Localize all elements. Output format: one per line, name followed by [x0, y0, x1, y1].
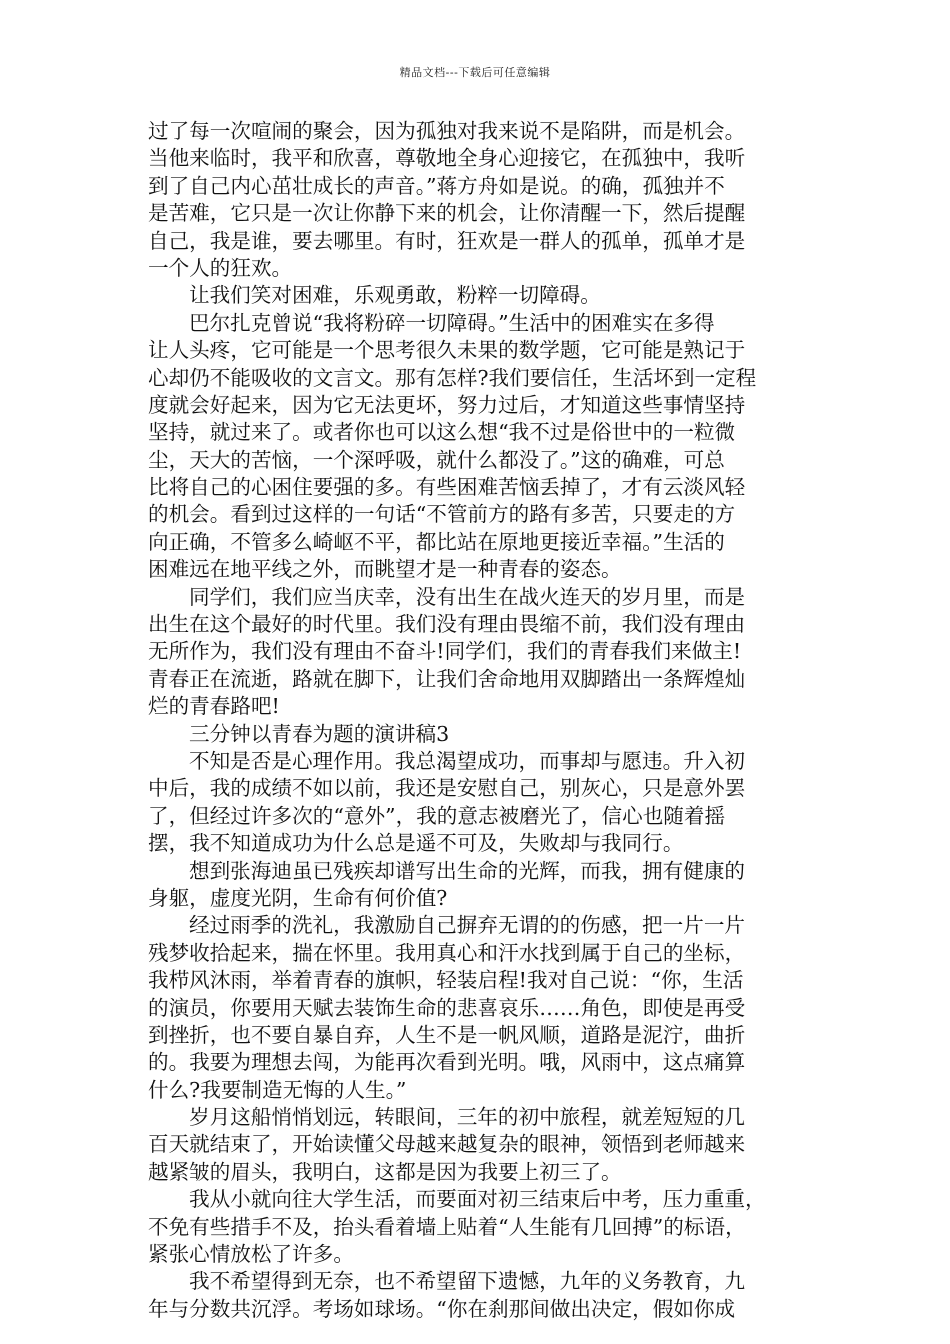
- text-line: 身躯，虚度光阴，生命有何价值?: [148, 885, 448, 910]
- text-line: 了，但经过许多次的“意外”，我的意志被磨光了，信心也随着摇: [148, 803, 726, 828]
- text-line: 让人头疼，它可能是一个思考很久未果的数学题，它可能是熟记于: [148, 338, 746, 363]
- text-line: 我从小就向往大学生活，而要面对初三结束后中考，压力重重，: [189, 1187, 766, 1212]
- text-line: 中后，我的成绩不如以前，我还是安慰自己，别灰心，只是意外罢: [148, 776, 746, 801]
- text-line: 比将自己的心困住要强的多。有些困难苦恼丢掉了，才有云淡风轻: [148, 475, 746, 500]
- text-line: 出生在这个最好的时代里。我们没有理由畏缩不前，我们没有理由: [148, 612, 746, 637]
- text-line: 尘，天大的苦恼，一个深呼吸，就什么都没了。”这的确难，可总: [148, 447, 725, 472]
- text-line: 的。我要为理想去闯，为能再次看到光明。哦，风雨中，这点痛算: [148, 1050, 746, 1075]
- text-line: 三分钟以青春为题的演讲稿3: [189, 721, 450, 746]
- text-line: 摆，我不知道成功为什么总是遥不可及，失败却与我同行。: [148, 831, 684, 856]
- text-line: 残梦收拾起来，揣在怀里。我用真心和汗水找到属于自己的坐标，: [148, 940, 746, 965]
- text-line: 想到张海迪虽已残疾却谱写出生命的光辉，而我，拥有健康的: [189, 858, 746, 883]
- text-line: 不免有些措手不及，抬头看着墙上贴着“人生能有几回搏”的标语，: [148, 1214, 746, 1239]
- text-line: 是苦难，它只是一次让你静下来的机会，让你清醒一下，然后提醒: [148, 201, 746, 226]
- text-line: 岁月这船悄悄划远，转眼间，三年的初中旅程，就差短短的几: [189, 1105, 746, 1130]
- text-line: 紧张心情放松了许多。: [148, 1242, 354, 1267]
- text-line: 我栉风沐雨，举着青春的旗帜，轻装启程!我对自己说：“你，生活: [148, 968, 744, 993]
- text-line: 不知是否是心理作用。我总渴望成功，而事却与愿违。升入初: [189, 748, 746, 773]
- text-line: 向正确，不管多么崎岖不平，都比站在原地更接近幸福。”生活的: [148, 529, 725, 554]
- text-line: 烂的青春路吧!: [148, 694, 280, 719]
- body-text: [148, 118, 808, 1323]
- text-line: 青春正在流逝，路就在脚下，让我们舍命地用双脚踏出一条辉煌灿: [148, 666, 746, 691]
- text-line: 的演员，你要用天赋去装饰生命的悲喜哀乐……角色，即使是再受: [148, 995, 746, 1020]
- text-line: 巴尔扎克曾说“我将粉碎一切障碍。”生活中的困难实在多得: [189, 310, 715, 335]
- text-line: 年与分数共沉浮。考场如球场。“你在刹那间做出决定，假如你成: [148, 1296, 736, 1321]
- text-line: 经过雨季的洗礼，我激励自己摒弃无谓的的伤感，把一片一片: [189, 913, 746, 938]
- text-line: 坚持，就过来了。或者你也可以这么想“我不过是俗世中的一粒微: [148, 420, 736, 445]
- text-line: 自己，我是谁，要去哪里。有时，狂欢是一群人的孤单，孤单才是: [148, 228, 746, 253]
- text-line: 无所作为，我们没有理由不奋斗!同学们，我们的青春我们来做主!: [148, 639, 742, 664]
- text-line: 到了自己内心茁壮成长的声音。”蒋方舟如是说。的确，孤独并不: [148, 173, 725, 198]
- text-line: 到挫折，也不要自暴自弃，人生不是一帆风顺，道路是泥泞，曲折: [148, 1022, 746, 1047]
- text-line: 当他来临时，我平和欣喜，尊敬地全身心迎接它，在孤独中，我听: [148, 146, 746, 171]
- page-header: 精品文档---下载后可任意编辑: [399, 66, 551, 79]
- text-line: 度就会好起来，因为它无法更坏，努力过后，才知道这些事情坚持: [148, 392, 746, 417]
- text-line: 的机会。看到过这样的一句话“不管前方的路有多苦，只要走的方: [148, 502, 736, 527]
- text-line: 同学们，我们应当庆幸，没有出生在战火连天的岁月里，而是: [189, 584, 746, 609]
- text-line: 过了每一次喧闹的聚会，因为孤独对我来说不是陷阱，而是机会。: [148, 119, 746, 143]
- text-line: 百天就结束了，开始读懂父母越来越复杂的眼神，领悟到老师越来: [148, 1132, 746, 1157]
- text-line: 心却仍不能吸收的文言文。那有怎样?我们要信任，生活坏到一定程: [148, 365, 757, 390]
- text-line: 越紧皱的眉头，我明白，这都是因为我要上初三了。: [148, 1159, 622, 1184]
- text-line: 一个人的狂欢。: [148, 255, 293, 280]
- text-line: 困难远在地平线之外，而眺望才是一种青春的姿态。: [148, 557, 622, 582]
- text-line: 什么?我要制造无悔的人生。”: [148, 1077, 407, 1102]
- text-line: 我不希望得到无奈，也不希望留下遗憾，九年的义务教育，九: [189, 1269, 746, 1294]
- text-line: 让我们笑对困难，乐观勇敢，粉粹一切障碍。: [189, 283, 601, 308]
